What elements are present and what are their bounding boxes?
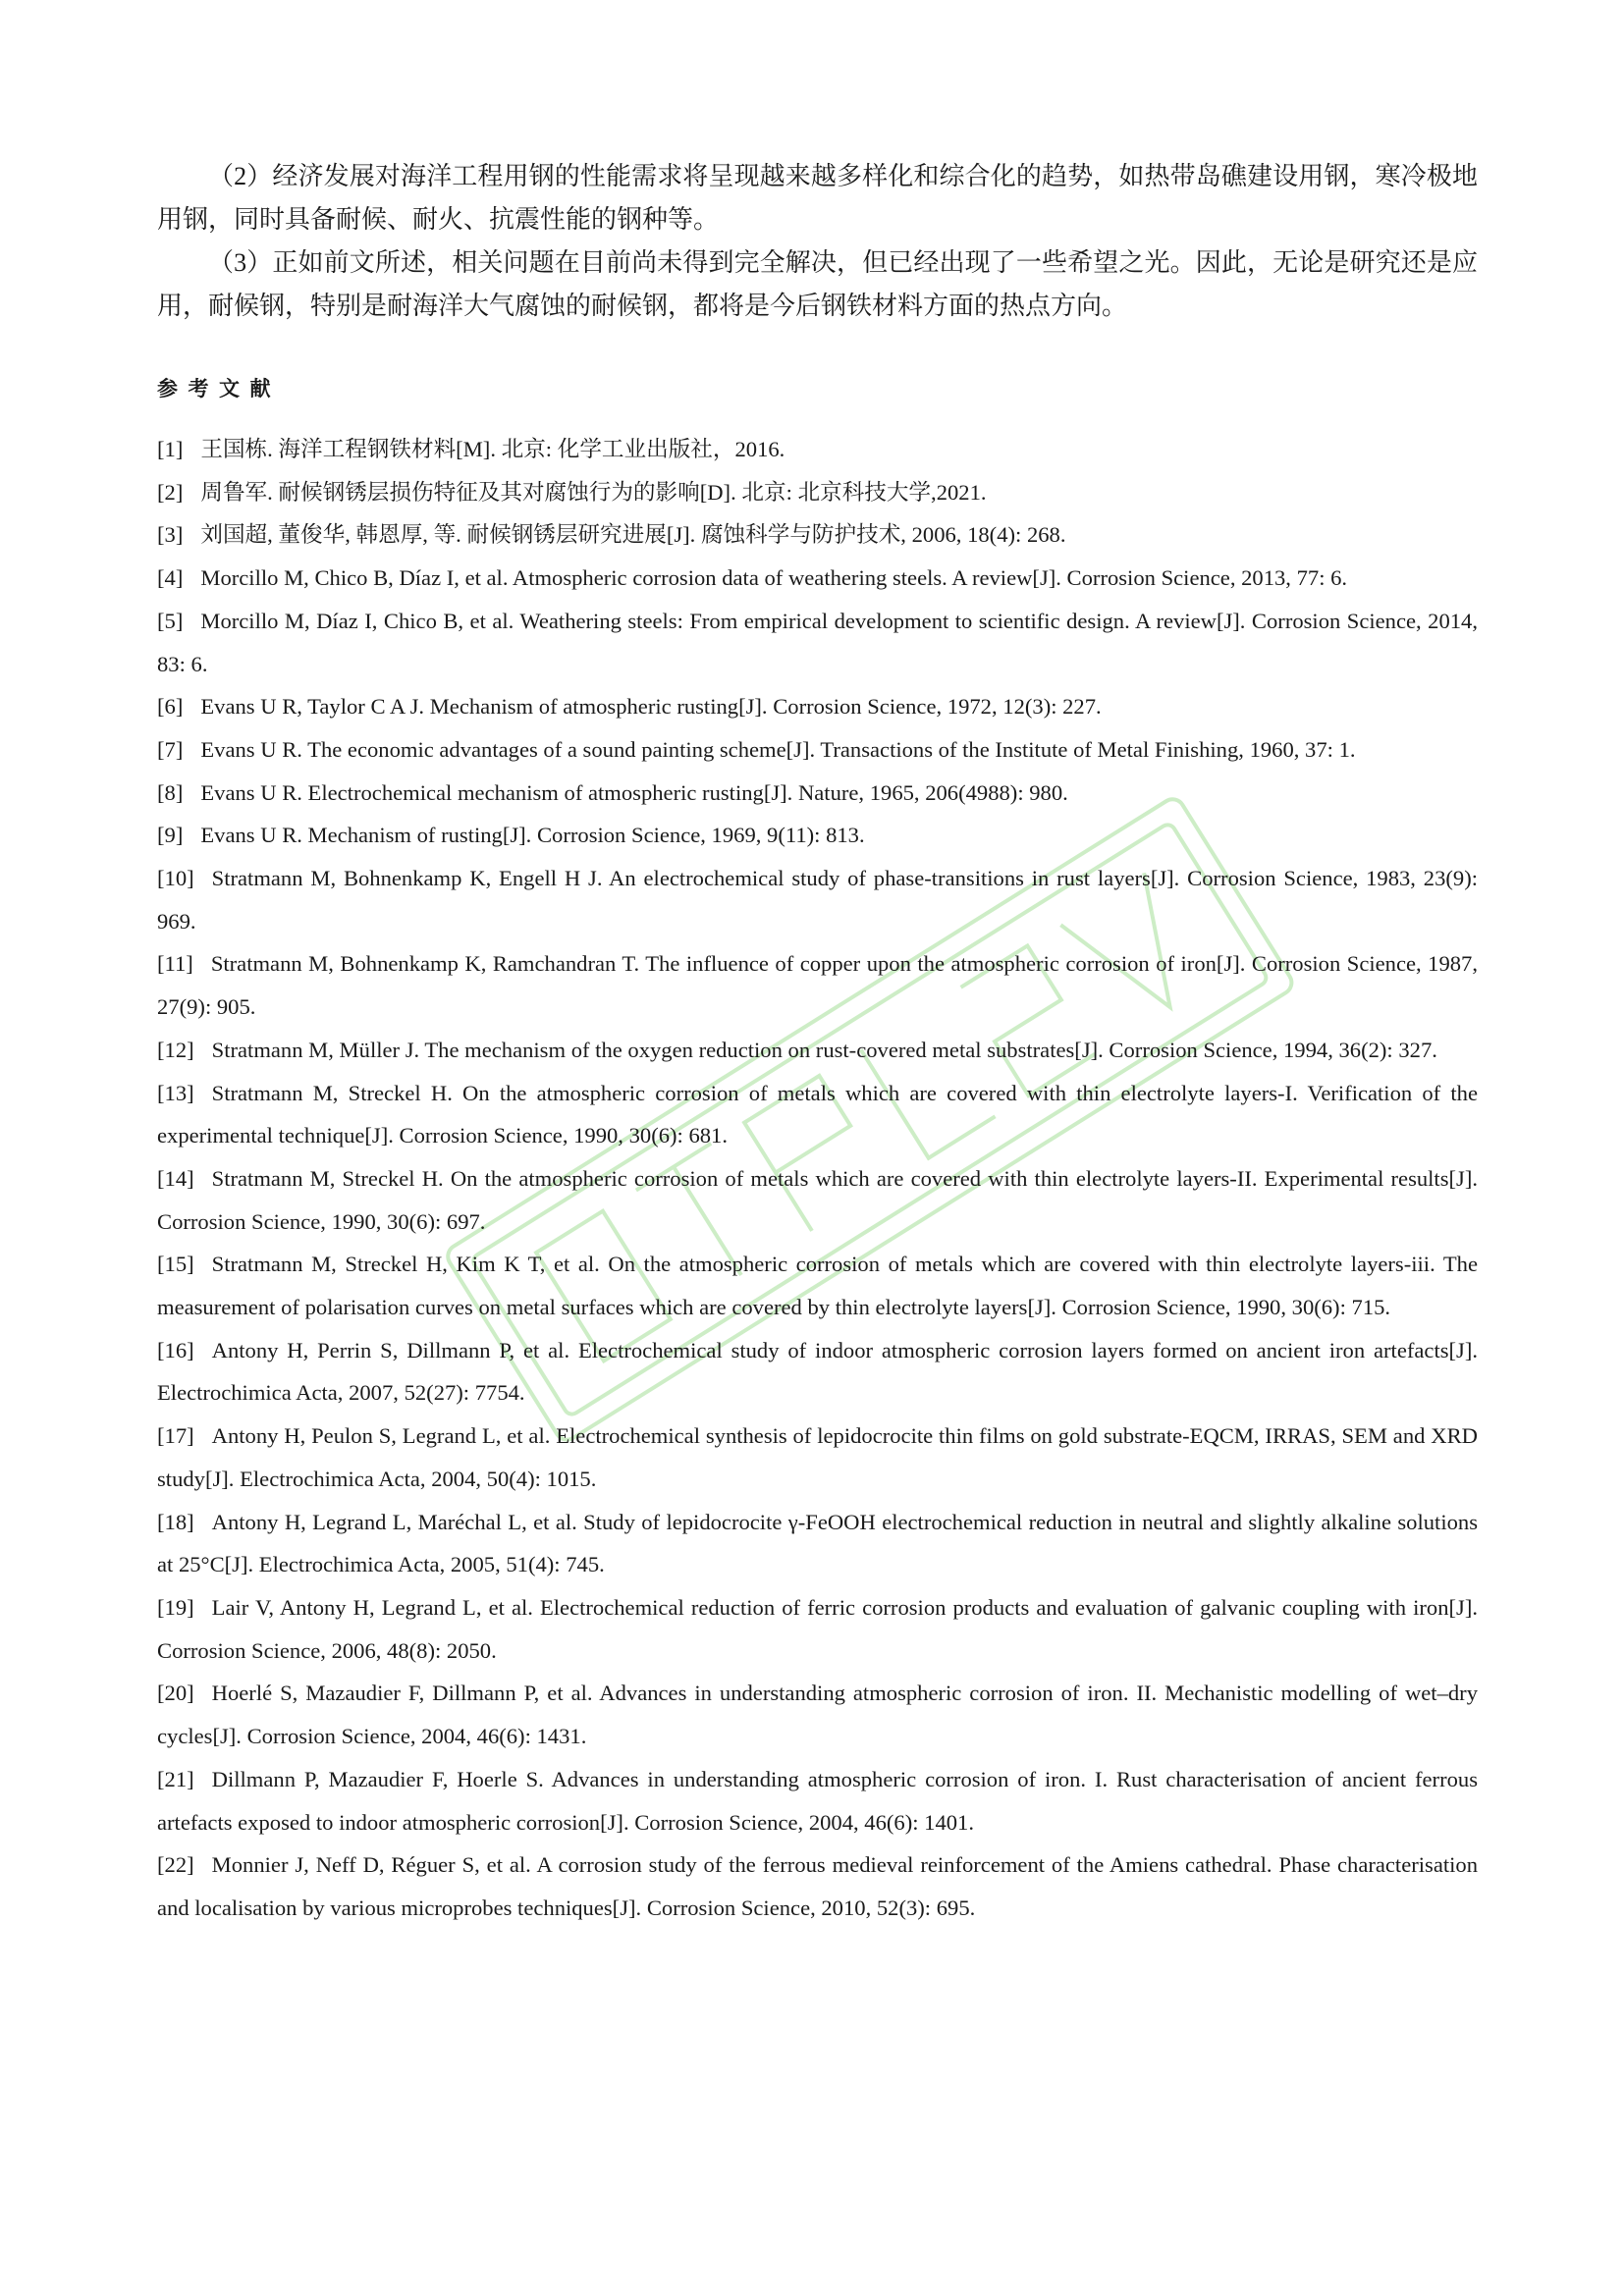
reference-number: [8] [157,779,184,805]
reference-item [157,1029,1478,1072]
reference-item [157,1843,1478,1929]
reference-text: Stratmann M, Streckel H. On the atmospheric corrosion of metals which are covered with thin electrolyte layers-I. Verification of the experimental technique[J]. Corrosion Science, 1990, 30(6): 681. [157,1080,1478,1148]
reference-text: 王国栋. 海洋工程钢铁材料[M]. 北京: 化学工业出版社，2016. [200,437,785,461]
reference-item [157,1501,1478,1586]
reference-item [157,1758,1478,1843]
reference-number: [5] [157,608,184,633]
reference-number: [3] [157,522,184,548]
reference-number: [4] [157,565,184,591]
reference-text: Hoerlé S, Mazaudier F, Dillmann P, et al. Advances in understanding atmospheric corrosion of iron. II. Mechanistic modelling of wet–dry cycles[J]. Corrosion Science, 2004, 46(6): 1431. [157,1681,1478,1749]
reference-text: Antony H, Perrin S, Dillmann P, et al. Electrochemical study of indoor atmospheric corrosion layers formed on ancient iron artefacts[J]. Electrochimica Acta, 2007, 52(27): 7754. [157,1337,1478,1406]
paragraph-3: （3）正如前文所述，相关问题在目前尚未得到完全解决，但已经出现了一些希望之光。因此，无论是研究还是应用，耐候钢，特别是耐海洋大气腐蚀的耐候钢，都将是今后钢铁材料方面的热点方向。 [157,248,1478,320]
reference-number: [11] [157,951,193,977]
reference-number: [15] [157,1252,194,1277]
reference-item [157,471,1478,514]
page-content [157,155,1478,1930]
reference-number: [19] [157,1594,194,1620]
reference-number: [20] [157,1681,194,1706]
reference-text: 周鲁军. 耐候钢锈层损伤特征及其对腐蚀行为的影响[D]. 北京: 北京科技大学,2021. [200,479,987,505]
reference-item [157,600,1478,685]
reference-number: [7] [157,736,184,762]
references-heading: 参考文献 [157,377,281,400]
reference-text: Stratmann M, Müller J. The mechanism of the oxygen reduction on rust-covered metal substrates[J]. Corrosion Science, 1994, 36(2): 327. [211,1037,1437,1062]
reference-text: Antony H, Legrand L, Maréchal L, et al. Study of lepidocrocite γ-FeOOH electrochemical reduction in neutral and slightly alkaline solutions at 25°C[J]. Electrochimica Acta, 2005, 51(4): 745. [157,1509,1478,1577]
reference-number: [1] [157,437,184,461]
reference-item [157,1415,1478,1500]
reference-number: [22] [157,1852,194,1878]
reference-text: Antony H, Peulon S, Legrand L, et al. Electrochemical synthesis of lepidocrocite thin films on gold substrate-EQCM, IRRAS, SEM and XRD study[J]. Electrochimica Acta, 2004, 50(4): 1015. [157,1423,1478,1491]
reference-text: Stratmann M, Bohnenkamp K, Engell H J. An electrochemical study of phase-transitions in rust layers[J]. Corrosion Science, 1983, 23(9): 969. [157,866,1478,934]
reference-text: Evans U R. Electrochemical mechanism of atmospheric rusting[J]. Nature, 1965, 206(4988): 980. [200,779,1068,805]
reference-item [157,685,1478,728]
reference-item [157,1329,1478,1415]
reference-number: [16] [157,1337,194,1362]
reference-item [157,728,1478,772]
reference-number: [10] [157,866,194,891]
reference-item [157,513,1478,557]
reference-text: Monnier J, Neff D, Réguer S, et al. A corrosion study of the ferrous medieval reinforcement of the Amiens cathedral. Phase characterisation and localisation by various microprobes techniques[J]. Corrosion Science, 2010, 52(3): 695. [157,1852,1478,1920]
reference-text: Stratmann M, Bohnenkamp K, Ramchandran T. The influence of copper upon the atmospheric corrosion of iron[J]. Corrosion Science, 1987, 27(9): 905. [157,951,1478,1020]
reference-text: 刘国超, 董俊华, 韩恩厚, 等. 耐候钢锈层研究进展[J]. 腐蚀科学与防护技术, 2006, 18(4): 268. [200,522,1066,548]
reference-text: Stratmann M, Streckel H, Kim K T, et al. On the atmospheric corrosion of metals which are covered with thin electrolyte layers-iii. The measurement of polarisation curves on metal surfaces which are covered by thin electrolyte layers[J]. Corrosion Science, 1990, 30(6): 715. [157,1252,1478,1320]
reference-number: [9] [157,823,184,848]
reference-number: [2] [157,479,184,505]
reference-text: Morcillo M, Chico B, Díaz I, et al. Atmospheric corrosion data of weathering steels. A review[J]. Corrosion Science, 2013, 77: 6. [200,565,1348,591]
reference-number: [14] [157,1165,194,1191]
reference-number: [18] [157,1509,194,1534]
reference-item [157,557,1478,600]
reference-item [157,942,1478,1028]
paragraph-2: （2）经济发展对海洋工程用钢的性能需求将呈现越来越多样化和综合化的趋势，如热带岛礁建设用钢，寒冷极地用钢，同时具备耐候、耐火、抗震性能的钢种等。 [157,162,1478,234]
reference-item [157,428,1478,471]
reference-number: [12] [157,1037,194,1062]
reference-item [157,1072,1478,1157]
reference-text: Stratmann M, Streckel H. On the atmospheric corrosion of metals which are covered with thin electrolyte layers-II. Experimental results[J]. Corrosion Science, 1990, 30(6): 697. [157,1165,1478,1234]
reference-text: Dillmann P, Mazaudier F, Hoerle S. Advances in understanding atmospheric corrosion of iron. I. Rust characterisation of ancient ferrous artefacts exposed to indoor atmospheric corrosion[J]. Corrosion Science, 2004, 46(6): 1401. [157,1766,1478,1835]
reference-list [157,428,1478,1930]
reference-item [157,857,1478,942]
reference-item [157,814,1478,857]
reference-number: [21] [157,1766,194,1791]
reference-item [157,1157,1478,1243]
reference-item [157,1243,1478,1328]
reference-number: [13] [157,1080,194,1105]
reference-text: Evans U R. The economic advantages of a sound painting scheme[J]. Transactions of the Institute of Metal Finishing, 1960, 37: 1. [200,736,1356,762]
reference-text: Evans U R, Taylor C A J. Mechanism of atmospheric rusting[J]. Corrosion Science, 1972, 12(3): 227. [200,694,1102,720]
reference-text: Morcillo M, Díaz I, Chico B, et al. Weathering steels: From empirical development to scientific design. A review[J]. Corrosion Science, 2014, 83: 6. [157,608,1478,676]
reference-text: Evans U R. Mechanism of rusting[J]. Corrosion Science, 1969, 9(11): 813. [200,823,865,848]
reference-number: [17] [157,1423,194,1449]
reference-text: Lair V, Antony H, Legrand L, et al. Electrochemical reduction of ferric corrosion products and evaluation of galvanic coupling with iron[J]. Corrosion Science, 2006, 48(8): 2050. [157,1594,1478,1663]
reference-item [157,772,1478,815]
reference-number: [6] [157,694,184,720]
reference-item [157,1672,1478,1757]
reference-item [157,1586,1478,1672]
